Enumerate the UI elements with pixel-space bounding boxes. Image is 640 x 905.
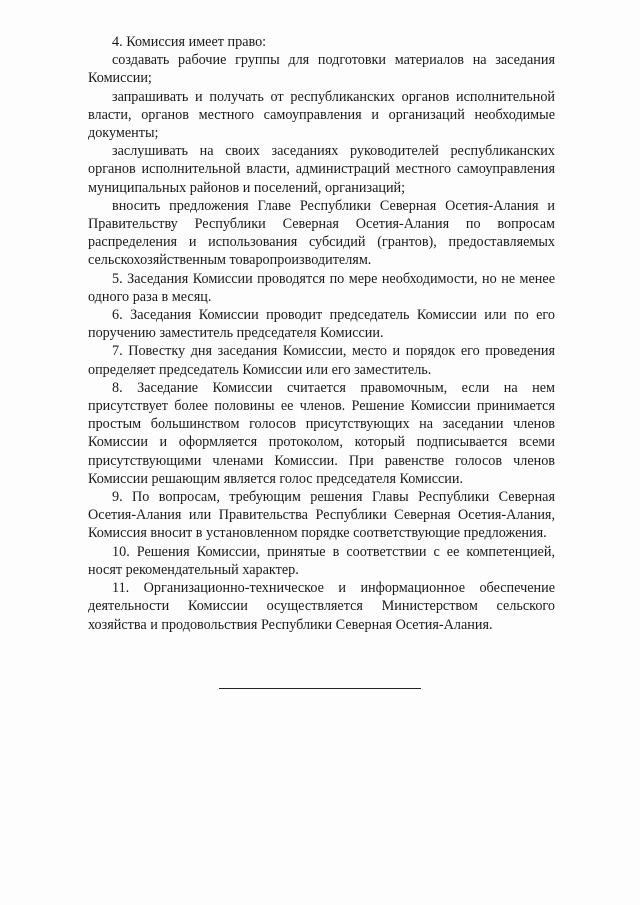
paragraph-8: 8. Заседание Комиссии считается правомочным, если на нем присутствует более половины ее членов. Решение Комиссии принимается простым большинством голосов присутствующих на заседании членов Комиссии и оформляется протоколом, который подписывается всеми присутствующими членами Комиссии. При равенстве голосов членов Комиссии решающим является голос председателя Комиссии. xyxy=(88,379,555,487)
paragraph-9: 9. По вопросам, требующим решения Главы Республики Северная Осетия-Алания или Правительства Республики Северная Осетия-Алания, Комиссия вносит в установленном порядке соответствующие предложения. xyxy=(88,489,555,542)
paragraph-4-item-working-groups: создавать рабочие группы для подготовки материалов на заседания Комиссии; xyxy=(88,52,555,87)
paragraph-4-item-hear-heads: заслушивать на своих заседаниях руководителей республиканских органов исполнительной власти, администраций местного самоуправления муниципальных районов и поселений, организаций; xyxy=(88,143,555,196)
paragraph-4-item-proposals: вносить предложения Главе Республики Северная Осетия-Алания и Правительству Республики Северная Осетия-Алания по вопросам распределения и использования субсидий (грантов), предоставляемых сельскохозяйственным товаропроизводителям. xyxy=(88,197,555,269)
document-body xyxy=(88,33,555,634)
paragraph-5: 5. Заседания Комиссии проводятся по мере необходимости, но не менее одного раза в месяц. xyxy=(88,270,555,305)
paragraph-4-item-request-documents: запрашивать и получать от республиканских органов исполнительной власти, органов местного самоуправления и организаций необходимые документы; xyxy=(88,88,555,142)
closing-divider-line xyxy=(219,688,421,689)
paragraph-6: 6. Заседания Комиссии проводит председатель Комиссии или по его поручению заместитель председателя Комиссии. xyxy=(88,307,555,342)
paragraph-7: 7. Повестку дня заседания Комиссии, место и порядок его проведения определяет председатель Комиссии или его заместитель. xyxy=(88,343,555,378)
paragraph-11: 11. Организационно-техническое и информационное обеспечение деятельности Комиссии осуществляется Министерством сельского хозяйства и продовольствия Республики Северная Осетия-Алания. xyxy=(88,580,555,633)
paragraph-4-heading: 4. Комиссия имеет право: xyxy=(112,34,267,50)
paragraph-10: 10. Решения Комиссии, принятые в соответствии с ее компетенцией, носят рекомендательный характер. xyxy=(88,543,555,578)
